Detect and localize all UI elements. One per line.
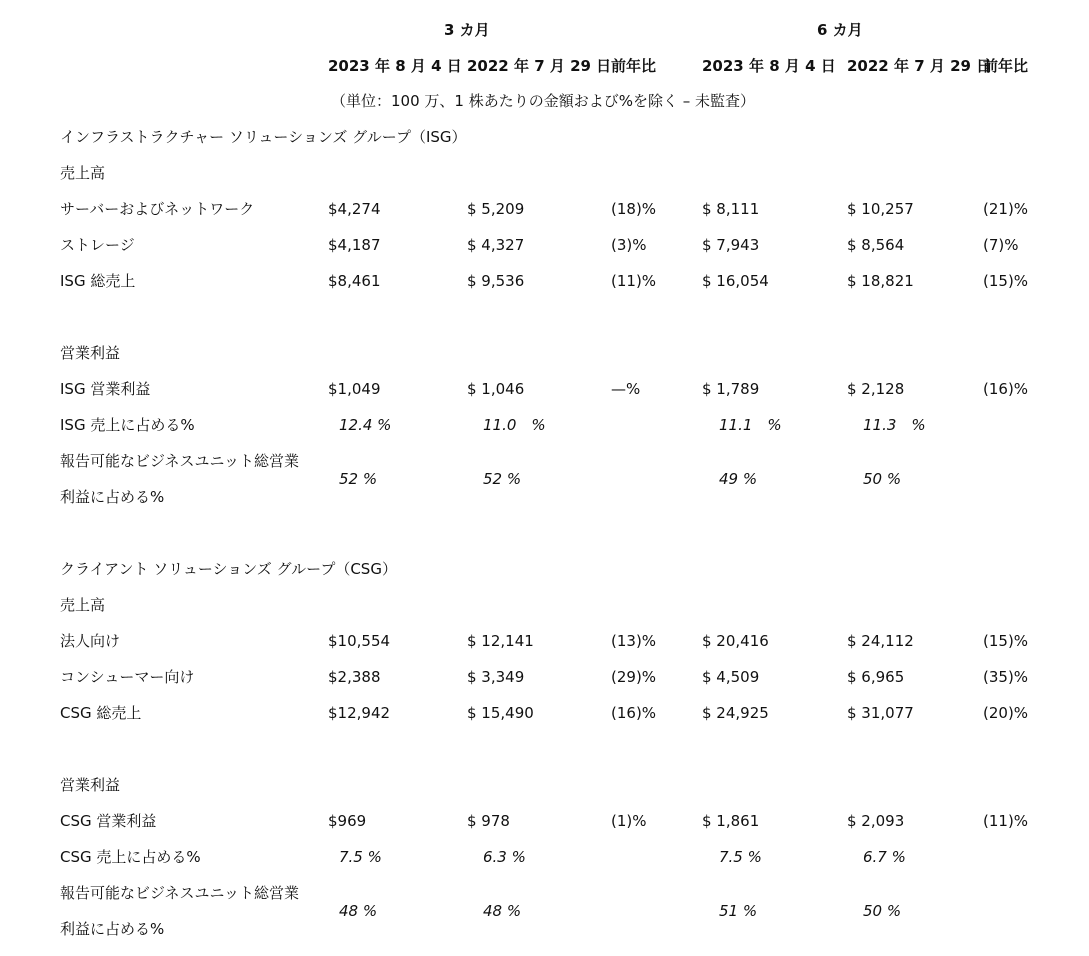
units-note: （単位：100 万、1 株あたりの金額および%を除く – 未監査） bbox=[331, 92, 756, 110]
table-cell: 6.3 % bbox=[483, 848, 526, 866]
table-cell: 7.5 % bbox=[339, 848, 382, 866]
table-cell: 7.5 % bbox=[719, 848, 762, 866]
table-cell: —% bbox=[611, 380, 641, 398]
row-label: CSG 売上に占める% bbox=[60, 848, 201, 866]
table-cell: (11)% bbox=[983, 812, 1029, 830]
table-cell: $4,187 bbox=[328, 236, 381, 254]
row-label: 報告可能なビジネスユニット総営業 bbox=[60, 452, 299, 470]
row-label-continued: 利益に占める% bbox=[60, 920, 165, 938]
table-cell: $ 3,349 bbox=[467, 668, 525, 686]
table-cell: $ 18,821 bbox=[847, 272, 914, 290]
table-cell: 49 % bbox=[719, 470, 758, 488]
row-label: CSG 営業利益 bbox=[60, 812, 157, 830]
table-cell: $8,461 bbox=[328, 272, 381, 290]
col-header-2022-h: 2022 年 7 月 29 日 bbox=[847, 57, 992, 75]
row-label: ISG 営業利益 bbox=[60, 380, 151, 398]
row-label: ISG 売上に占める% bbox=[60, 416, 195, 434]
table-cell: $2,388 bbox=[328, 668, 381, 686]
table-cell: 50 % bbox=[863, 902, 902, 920]
row-label: 売上高 bbox=[60, 596, 106, 614]
table-cell: (3)% bbox=[611, 236, 647, 254]
col-header-yoy-h: 前年比 bbox=[983, 57, 1029, 75]
row-label-continued: 利益に占める% bbox=[60, 488, 165, 506]
row-label: CSG 総売上 bbox=[60, 704, 142, 722]
table-cell: $ 12,141 bbox=[467, 632, 534, 650]
row-label: 営業利益 bbox=[60, 344, 121, 362]
table-cell: (16)% bbox=[983, 380, 1029, 398]
table-cell: $ 9,536 bbox=[467, 272, 525, 290]
row-label: 法人向け bbox=[60, 632, 121, 650]
table-cell: 11.1 % bbox=[719, 416, 782, 434]
header-3-month: 3 カ月 bbox=[444, 21, 490, 39]
table-cell: 11.0 % bbox=[483, 416, 546, 434]
table-cell: 11.3 % bbox=[863, 416, 926, 434]
section-title-csg: クライアント ソリューションズ グループ（CSG） bbox=[60, 560, 397, 578]
table-cell: 50 % bbox=[863, 470, 902, 488]
table-cell: $ 1,789 bbox=[702, 380, 760, 398]
row-label: ISG 総売上 bbox=[60, 272, 136, 290]
table-cell: $ 16,054 bbox=[702, 272, 769, 290]
table-cell: 52 % bbox=[339, 470, 378, 488]
table-cell: $ 1,046 bbox=[467, 380, 525, 398]
table-cell: $12,942 bbox=[328, 704, 391, 722]
table-cell: $ 10,257 bbox=[847, 200, 914, 218]
col-header-2023-h: 2023 年 8 月 4 日 bbox=[702, 57, 836, 75]
table-cell: $ 1,861 bbox=[702, 812, 760, 830]
table-cell: $ 15,490 bbox=[467, 704, 534, 722]
table-cell: (1)% bbox=[611, 812, 647, 830]
row-label: 営業利益 bbox=[60, 776, 121, 794]
table-cell: $ 31,077 bbox=[847, 704, 914, 722]
row-label: 売上高 bbox=[60, 164, 106, 182]
table-cell: 52 % bbox=[483, 470, 522, 488]
row-label: コンシューマー向け bbox=[60, 668, 195, 686]
table-cell: $ 8,111 bbox=[702, 200, 760, 218]
table-cell: $ 2,093 bbox=[847, 812, 905, 830]
section-title-isg: インフラストラクチャー ソリューションズ グループ（ISG） bbox=[60, 128, 467, 146]
table-cell: 12.4 % bbox=[339, 416, 392, 434]
table-cell: (20)% bbox=[983, 704, 1029, 722]
table-cell: (13)% bbox=[611, 632, 657, 650]
table-cell: $ 4,509 bbox=[702, 668, 760, 686]
table-cell: $969 bbox=[328, 812, 367, 830]
table-cell: (7)% bbox=[983, 236, 1019, 254]
table-cell: $ 24,925 bbox=[702, 704, 769, 722]
table-cell: $ 5,209 bbox=[467, 200, 525, 218]
table-cell: $ 6,965 bbox=[847, 668, 905, 686]
table-cell: (16)% bbox=[611, 704, 657, 722]
col-header-yoy-q: 前年比 bbox=[611, 57, 657, 75]
table-cell: $4,274 bbox=[328, 200, 381, 218]
table-cell: (15)% bbox=[983, 632, 1029, 650]
table-cell: $ 978 bbox=[467, 812, 510, 830]
table-cell: (35)% bbox=[983, 668, 1029, 686]
table-cell: $ 2,128 bbox=[847, 380, 905, 398]
table-cell: 6.7 % bbox=[863, 848, 906, 866]
table-cell: $ 20,416 bbox=[702, 632, 769, 650]
header-6-month: 6 カ月 bbox=[817, 21, 863, 39]
table-cell: (29)% bbox=[611, 668, 657, 686]
table-cell: (21)% bbox=[983, 200, 1029, 218]
table-cell: $10,554 bbox=[328, 632, 391, 650]
table-cell: $ 8,564 bbox=[847, 236, 905, 254]
table-cell: 51 % bbox=[719, 902, 758, 920]
col-header-2023-q: 2023 年 8 月 4 日 bbox=[328, 57, 462, 75]
table-cell: $ 7,943 bbox=[702, 236, 760, 254]
row-label: 報告可能なビジネスユニット総営業 bbox=[60, 884, 299, 902]
table-cell: $ 24,112 bbox=[847, 632, 914, 650]
table-cell: (11)% bbox=[611, 272, 657, 290]
table-cell: 48 % bbox=[339, 902, 378, 920]
table-cell: $ 4,327 bbox=[467, 236, 525, 254]
table-cell: (18)% bbox=[611, 200, 657, 218]
table-cell: $1,049 bbox=[328, 380, 381, 398]
col-header-2022-q: 2022 年 7 月 29 日 bbox=[467, 57, 612, 75]
table-cell: (15)% bbox=[983, 272, 1029, 290]
row-label: サーバーおよびネットワーク bbox=[60, 200, 255, 218]
table-cell: 48 % bbox=[483, 902, 522, 920]
row-label: ストレージ bbox=[60, 236, 135, 254]
